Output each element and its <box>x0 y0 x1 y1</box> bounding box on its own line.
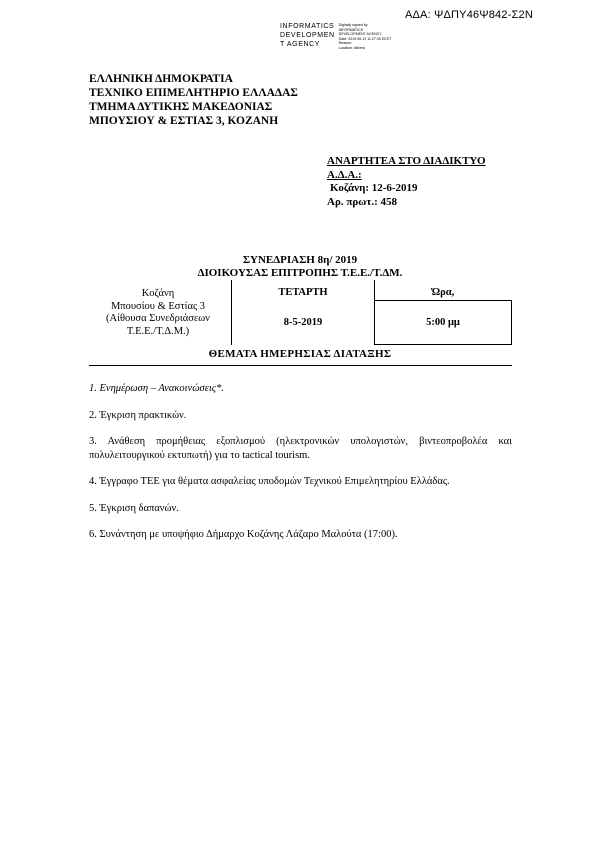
table-divider <box>374 300 512 301</box>
header-line: ΤΜΗΜΑ ΔΥΤΙΚΗΣ ΜΑΚΕΔΟΝΙΑΣ <box>89 101 273 113</box>
stamp-detail-line: INFORMATICS <box>338 27 364 32</box>
location-line: Κοζάνη <box>141 288 175 299</box>
agenda-item: 5. Έγκριση δαπανών. <box>89 502 179 514</box>
stamp-detail-line: Date: 2019.06.12 11:27:35 EEST <box>338 36 392 41</box>
posting-info <box>327 155 486 209</box>
agenda-list <box>89 382 512 555</box>
stamp-title-line: T AGENCY <box>280 41 321 48</box>
agenda-item: 2. Έγκριση πρακτικών. <box>89 409 187 421</box>
location-line: Μπουσίου & Εστίας 3 <box>110 300 206 312</box>
stamp-title-line: DEVELOPMEN <box>280 32 335 39</box>
session-number: ΣΥΝΕΔΡΙΑΣΗ 8η/ 2019 <box>242 254 358 266</box>
table-divider <box>374 344 512 345</box>
stamp-details <box>339 23 392 51</box>
protocol-number: Αρ. πρωτ.: 458 <box>327 195 398 208</box>
time-label: Ώρα, <box>431 287 455 298</box>
header-line: ΕΛΛΗΝΙΚΗ ΔΗΜΟΚΡΑΤΙΑ <box>89 73 233 85</box>
stamp-detail-line: Digitally signed by <box>338 23 368 27</box>
posting-title: ΑΝΑΡΤΗΤΕΑ ΣΤΟ ΔΙΑΔΙΚΤΥΟ <box>327 155 486 167</box>
ada-label: Α.Δ.Α.: <box>327 168 362 181</box>
digital-signature-stamp <box>280 22 391 51</box>
posting-date: Κοζάνη: 12-6-2019 <box>330 182 418 194</box>
stamp-detail-line: DEVELOPMENT AGENCY <box>338 32 382 37</box>
agenda-title: ΘΕΜΑΤΑ ΗΜΕΡΗΣΙΑΣ ΔΙΑΤΑΞΗΣ <box>208 348 392 360</box>
header-line: ΤΕΧΝΙΚΟ ΕΠΙΜΕΛΗΤΗΡΙΟ ΕΛΛΑΔΑΣ <box>89 87 298 99</box>
day-label: ΤΕΤΑΡΤΗ <box>278 287 328 298</box>
stamp-title <box>280 22 335 51</box>
agenda-item: 6. Συνάντηση με υποψήφιο Δήμαρχο Κοζάνης Λάζαρο Μαλούτα (17:00). <box>89 529 398 540</box>
meeting-time: 5:00 μμ <box>426 317 460 328</box>
stamp-title-line: INFORMATICS <box>280 23 335 30</box>
location-line: (Αίθουσα Συνεδριάσεων <box>106 313 210 324</box>
stamp-detail-line: Location: Athens <box>338 45 366 50</box>
stamp-detail-line: Reason: <box>338 41 353 46</box>
organization-header <box>89 72 298 128</box>
ada-code-top: ΑΔΑ: ΨΔΠΥ46Ψ842-Σ2Ν <box>404 9 533 21</box>
agenda-item: 3. Ανάθεση προμήθειας εξοπλισμού (ηλεκτρονικών υπολογιστών, βιντεοπροβολέα και πολυλειτουργικού εκτυπωτή) για το tactical tourism. <box>89 436 512 461</box>
table-divider <box>511 300 512 345</box>
session-committee: ΔΙΟΙΚΟΥΣΑΣ ΕΠΙΤΡΟΠΗΣ Τ.Ε.Ε./Τ.ΔΜ. <box>197 267 403 279</box>
agenda-divider <box>89 365 512 366</box>
header-line: ΜΠΟΥΣΙΟΥ & ΕΣΤΙΑΣ 3, ΚΟΖΑΝΗ <box>89 115 279 127</box>
location-line: Τ.Ε.Ε./Τ.Δ.Μ.) <box>126 325 190 337</box>
agenda-item: 4. Έγγραφο ΤΕΕ για θέματα ασφαλείας υποδομών Τεχνικού Επιμελητηρίου Ελλάδας. <box>89 476 450 487</box>
agenda-item: 1. Ενημέρωση – Ανακοινώσεις*. <box>89 383 224 394</box>
meeting-location <box>88 288 228 338</box>
meeting-date: 8-5-2019 <box>283 317 323 328</box>
session-title <box>150 254 450 280</box>
